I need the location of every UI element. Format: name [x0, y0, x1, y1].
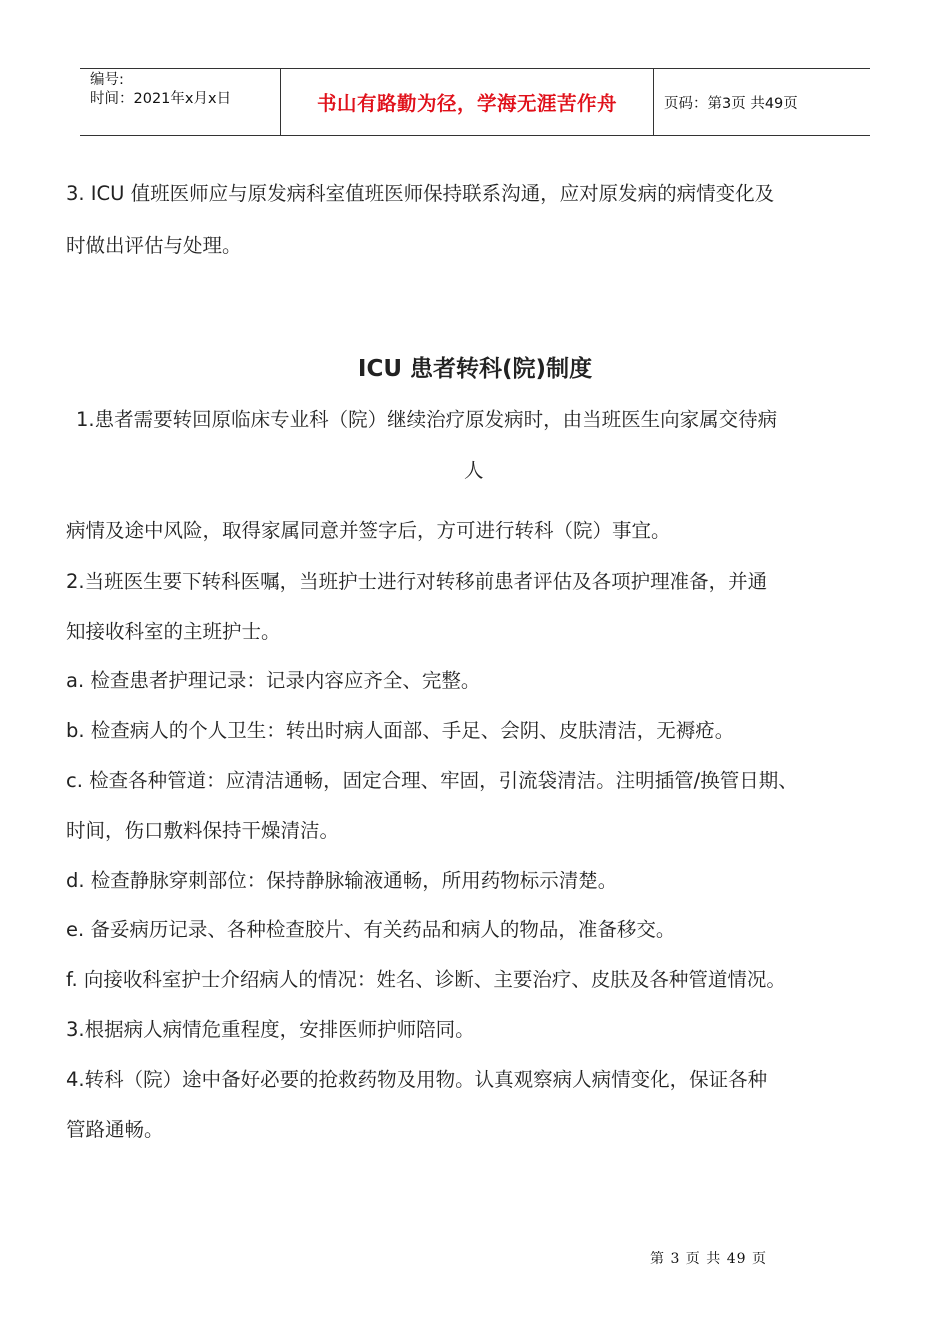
section-title: ICU 患者转科(院)制度 [357, 356, 593, 382]
header-meta [80, 69, 281, 135]
item-line: c. 检查各种管道：应清洁通畅，固定合理、牢固，引流袋清洁。注明插管/换管日期、 [66, 769, 798, 792]
header-page-info: 页码：第3页 共49页 [664, 95, 798, 112]
paragraph-3-line-2: 时做出评估与处理。 [66, 234, 242, 257]
item-line: b. 检查病人的个人卫生：转出时病人面部、手足、会阴、皮肤清洁，无褥疮。 [66, 719, 735, 742]
item-line: d. 检查静脉穿刺部位：保持静脉输液通畅，所用药物标示清楚。 [66, 869, 618, 892]
paragraph-3-line-1: 3. ICU 值班医师应与原发病科室值班医师保持联系沟通，应对原发病的病情变化及 [66, 182, 775, 205]
item-line: 1.患者需要转回原临床专业科（院）继续治疗原发病时，由当班医生向家属交待病 [76, 408, 778, 431]
item-line: 病情及途中风险，取得家属同意并签字后，方可进行转科（院）事宜。 [66, 519, 671, 542]
item-line: f. 向接收科室护士介绍病人的情况：姓名、诊断、主要治疗、皮肤及各种管道情况。 [66, 968, 786, 991]
page-footer: 第 3 页 共 49 页 [650, 1251, 767, 1267]
document-number-label: 编号: [90, 72, 124, 88]
item-line: e. 备妥病历记录、各种检查胶片、有关药品和病人的物品，准备移交。 [66, 918, 676, 941]
item-line: 3.根据病人病情危重程度，安排医师护师陪同。 [66, 1018, 475, 1041]
document-time-label: 时间：2021年x月x日 [90, 91, 232, 107]
item-line: a. 检查患者护理记录：记录内容应齐全、完整。 [66, 669, 481, 692]
item-line: 时间，伤口敷料保持干燥清洁。 [66, 819, 340, 842]
item-line: 2.当班医生要下转科医嘱，当班护士进行对转移前患者评估及各项护理准备，并通 [66, 570, 768, 593]
item-line: 人 [464, 459, 484, 482]
item-line: 4.转科（院）途中备好必要的抢救药物及用物。认真观察病人病情变化，保证各种 [66, 1068, 768, 1091]
page-header [80, 68, 870, 136]
item-line: 知接收科室的主班护士。 [66, 620, 281, 643]
header-motto: 书山有路勤为径，学海无涯苦作舟 [281, 69, 654, 135]
item-line: 管路通畅。 [66, 1118, 164, 1141]
